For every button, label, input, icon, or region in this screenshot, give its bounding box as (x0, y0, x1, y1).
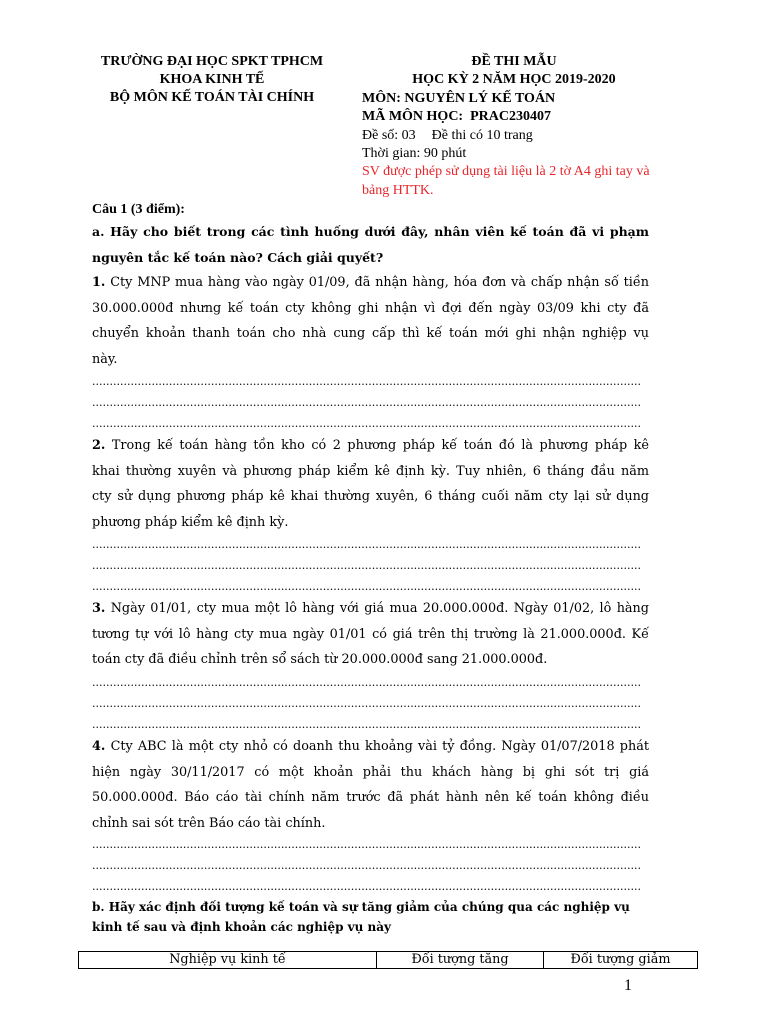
exam-subject: MÔN: NGUYÊN LÝ KẾ TOÁN (362, 90, 556, 106)
answer-line: ............................................................................................................................................................. (92, 718, 641, 731)
answer-line: ............................................................................................................................................................. (92, 396, 641, 409)
transactions-table (78, 951, 698, 969)
column-header-increase: Đối tượng tăng (377, 952, 544, 969)
answer-line: ............................................................................................................................................................. (92, 676, 641, 689)
answer-lines-1 (92, 371, 649, 434)
paragraph-line: hiện ngày 30/11/2017 có một khoản phải thu khách hàng bị ghi sót trị giá (92, 764, 649, 780)
paragraph-line (92, 734, 649, 760)
exam-number-row (362, 127, 666, 145)
column-header-decrease: Đối tượng giảm (544, 952, 698, 969)
question-1a-prompt (92, 219, 649, 271)
answer-line: ............................................................................................................................................................. (92, 880, 641, 893)
question-1b-prompt (92, 897, 649, 937)
situation-number: 1. (92, 275, 106, 290)
course-code: MÃ MÔN HỌC: PRAC230407 (362, 109, 551, 125)
exam-semester: HỌC KỲ 2 NĂM HỌC 2019-2020 (412, 72, 616, 88)
answer-lines-4 (92, 834, 649, 897)
note-line: SV được phép sử dụng tài liệu là 2 tờ A4 ghi tay và (362, 164, 650, 180)
prompt-line: a. Hãy cho biết trong các tình huống dưới đây, nhân viên kế toán đã vi phạm (92, 224, 649, 239)
school-header (62, 53, 362, 107)
answer-line: ............................................................................................................................................................. (92, 559, 641, 572)
paragraph-line: toán cty đã điều chỉnh trên sổ sách từ 20.000.000đ sang 21.000.000đ. (92, 652, 548, 668)
situation-1 (92, 270, 649, 372)
situation-number: 4. (92, 739, 106, 754)
answer-lines-3 (92, 672, 649, 735)
situation-3 (92, 596, 649, 673)
table-header-row (79, 952, 698, 969)
paragraph-text: Trong kế toán hàng tồn kho có 2 phương pháp kế toán đó là phương pháp kê (111, 438, 649, 453)
paragraph-line (92, 596, 649, 622)
prompt-line: b. Hãy xác định đối tượng kế toán và sự tăng giảm của chúng qua các nghiệp vụ (92, 900, 630, 914)
situation-number: 2. (92, 438, 106, 453)
paragraph-line: 50.000.000đ. Báo cáo tài chính năm trước đã phát hành nên kế toán không điều (92, 790, 649, 806)
paragraph-line (92, 433, 649, 459)
prompt-line: kinh tế sau và định khoản các nghiệp vụ này (92, 920, 392, 934)
exam-number: Đề số: 03 (362, 127, 416, 143)
paragraph-line: chỉnh sai sót trên Báo cáo tài chính. (92, 815, 326, 831)
paragraph-line: này. (92, 351, 118, 367)
department-name: BỘ MÔN KẾ TOÁN TÀI CHÍNH (109, 90, 315, 105)
answer-line: ............................................................................................................................................................. (92, 417, 641, 430)
paragraph-line: chuyển khoản thanh toán cho nhà cung cấp thì kế toán mới ghi nhận nghiệp vụ (92, 326, 649, 342)
question-1-heading: Câu 1 (3 điểm): (92, 202, 185, 217)
answer-line: ............................................................................................................................................................. (92, 375, 641, 388)
exam-info (362, 53, 666, 200)
column-header-transaction: Nghiệp vụ kinh tế (79, 952, 377, 969)
answer-line: ............................................................................................................................................................. (92, 838, 641, 851)
faculty-name: KHOA KINH TẾ (159, 72, 265, 87)
note-line: bảng HTTK. (362, 182, 434, 198)
answer-line: ............................................................................................................................................................. (92, 697, 641, 710)
paragraph-line: tương tự với lô hàng cty mua ngày 01/01 có giá trên thị trường là 21.000.000đ. Kế (92, 626, 649, 642)
exam-duration: Thời gian: 90 phút (362, 146, 467, 162)
answer-line: ............................................................................................................................................................. (92, 538, 641, 551)
exam-title: ĐỀ THI MẪU (471, 54, 557, 69)
page-count: Đề thi có 10 trang (431, 127, 533, 143)
situation-4 (92, 734, 649, 836)
paragraph-line: phương pháp kiểm kê định kỳ. (92, 514, 289, 530)
answer-line: ............................................................................................................................................................. (92, 859, 641, 872)
paragraph-text: Ngày 01/01, cty mua một lô hàng với giá mua 20.000.000đ. Ngày 01/02, lô hàng (110, 601, 649, 616)
paragraph-line: cty sử dụng phương pháp kê khai thường xuyên, 6 tháng cuối năm cty lại sử dụng (92, 489, 649, 505)
page-number: 1 (624, 977, 632, 994)
paragraph-line: 30.000.000đ nhưng kế toán cty không ghi nhận vì đợi đến ngày 03/09 khi cty đã (92, 300, 649, 316)
prompt-line: nguyên tắc kế toán nào? Cách giải quyết? (92, 250, 384, 265)
situation-2 (92, 433, 649, 535)
answer-lines-2 (92, 534, 649, 597)
paragraph-line (92, 270, 649, 296)
answer-line: ............................................................................................................................................................. (92, 580, 641, 593)
school-name: TRƯỜNG ĐẠI HỌC SPKT TPHCM (100, 54, 324, 69)
paragraph-text: Cty MNP mua hàng vào ngày 01/09, đã nhận hàng, hóa đơn và chấp nhận số tiền (110, 275, 649, 290)
paragraph-line: khai thường xuyên và phương pháp kiểm kê định kỳ. Tuy nhiên, 6 tháng đầu năm (92, 463, 649, 479)
paragraph-text: Cty ABC là một cty nhỏ có doanh thu khoảng vài tỷ đồng. Ngày 01/07/2018 phát (110, 739, 649, 754)
situation-number: 3. (92, 601, 106, 616)
allowed-materials-note (362, 163, 666, 200)
